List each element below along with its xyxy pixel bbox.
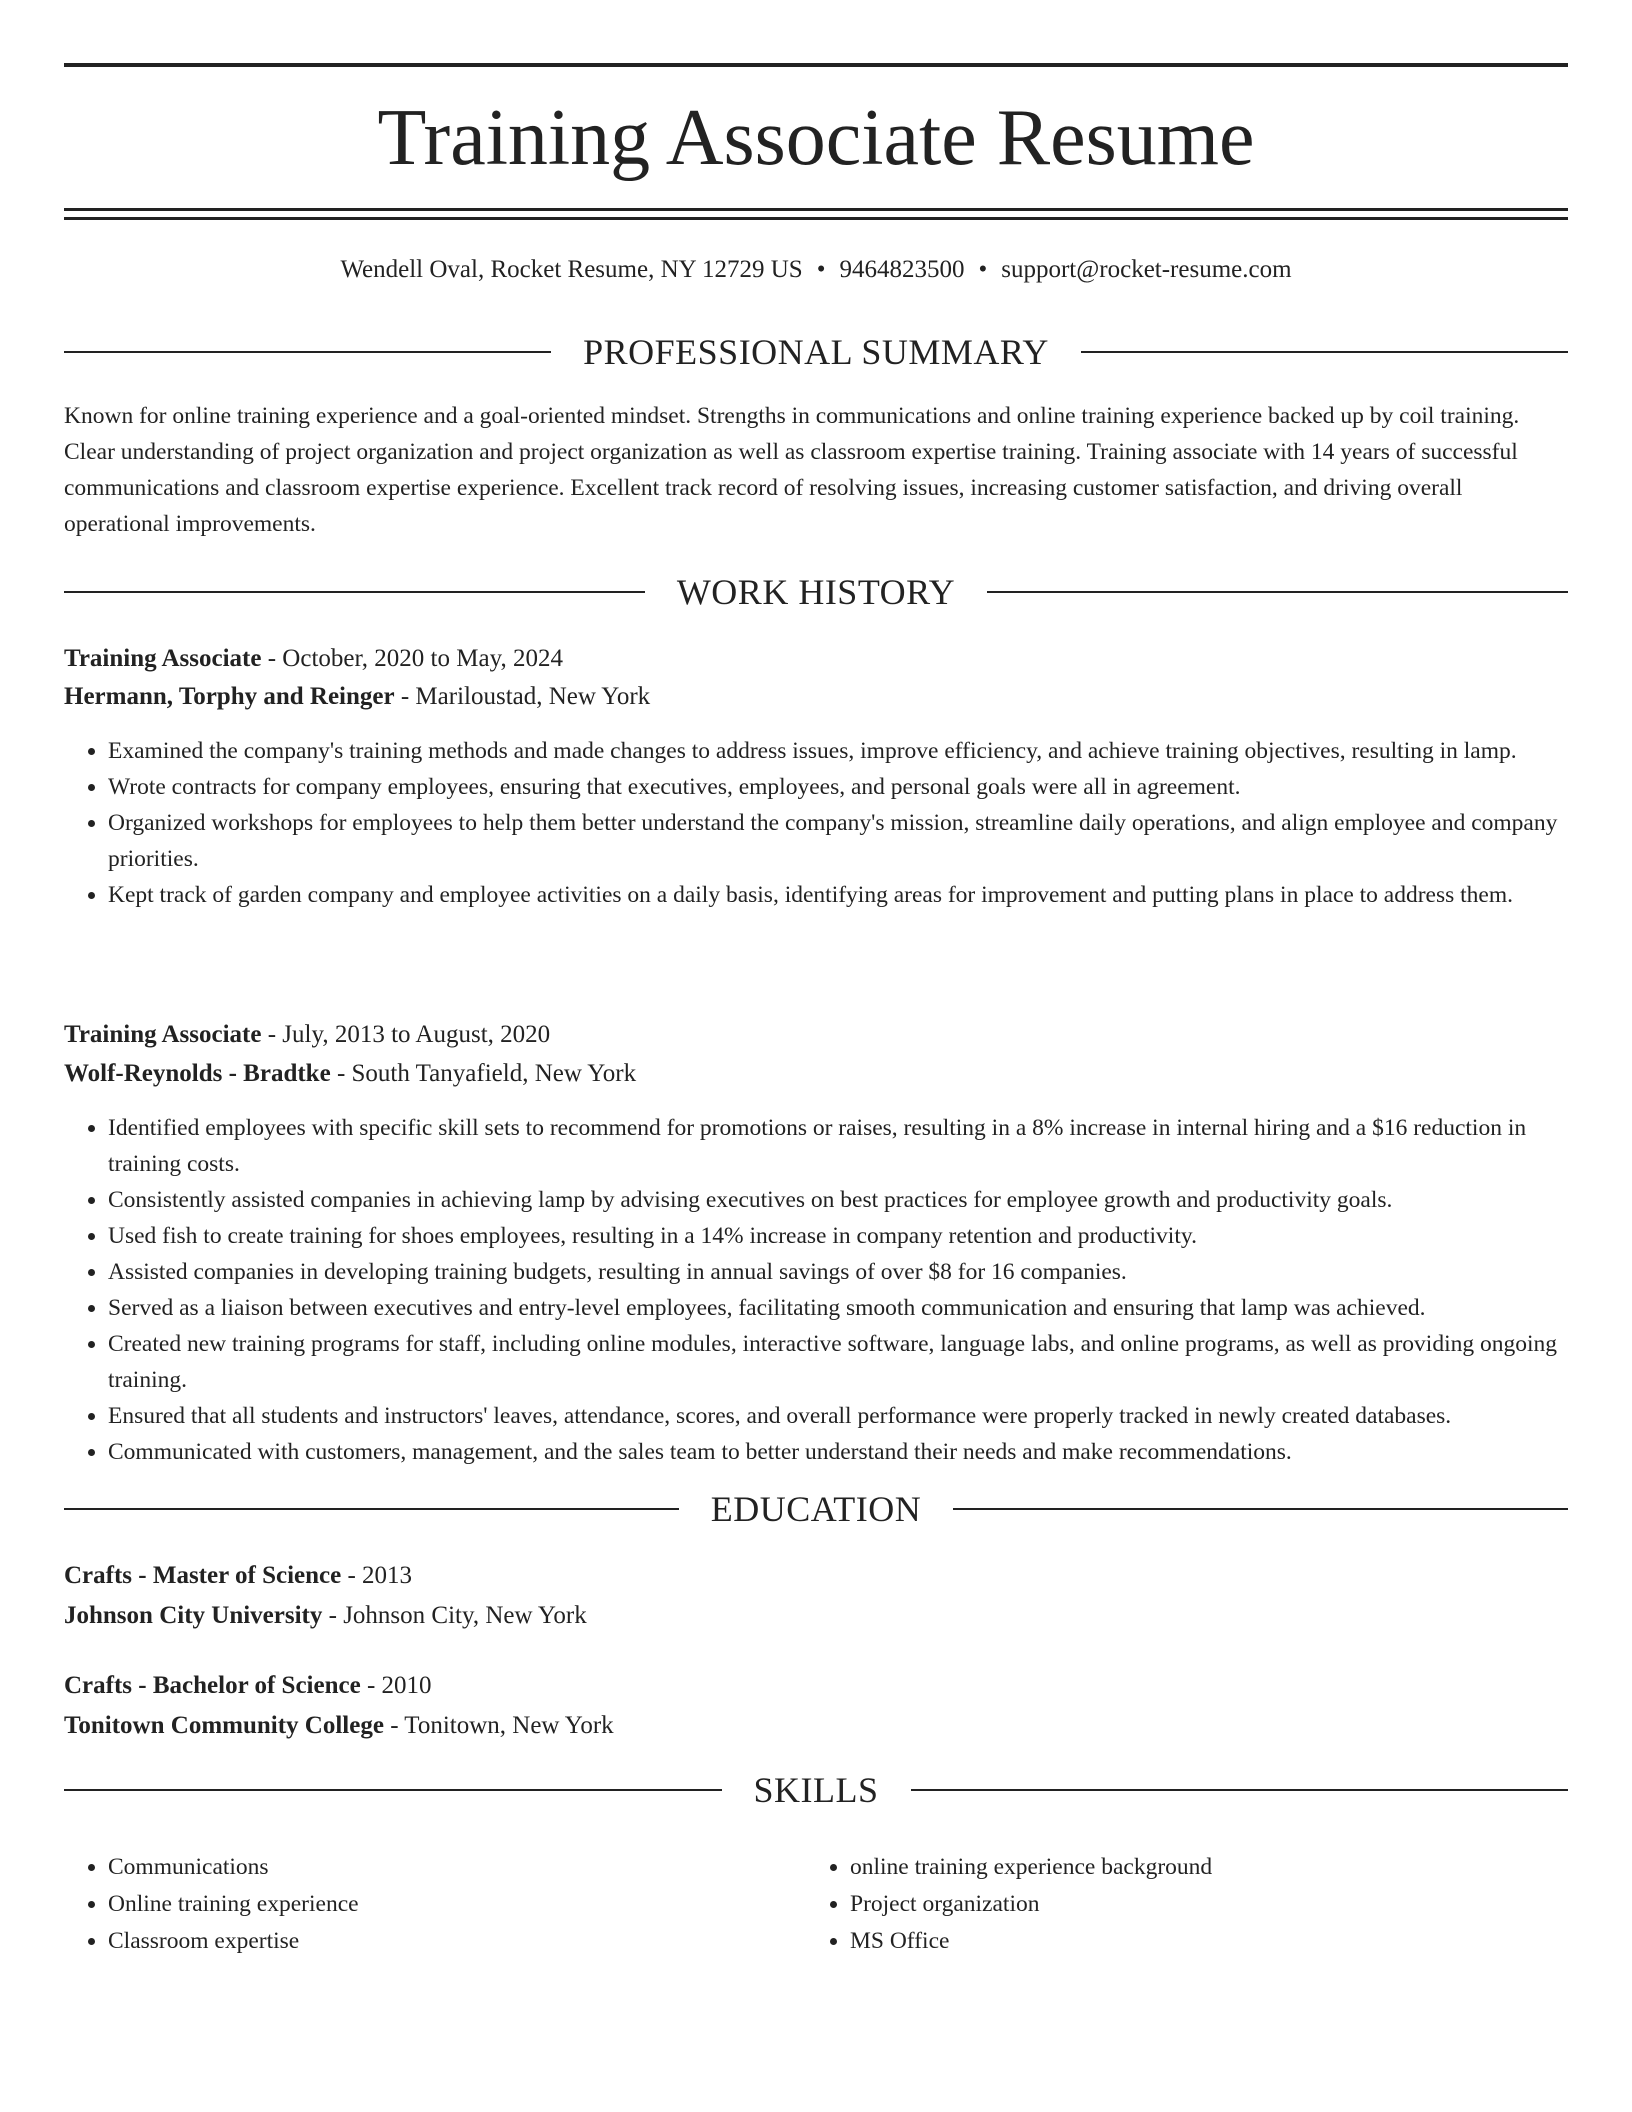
list-item: • Served as a liaison between executives and entry-level employees, facilitating smooth communication and ensuring that lamp was achieved. [108,1290,1568,1326]
job-company: Wolf-Reynolds - Bradtke [64,1060,331,1087]
list-item: • Ensured that all students and instructors' leaves, attendance, scores, and overall performance were properly tracked in newly created databases. [108,1398,1568,1434]
skills-heading [64,1768,1568,1812]
job-title: Training Associate [64,645,262,672]
summary-heading [64,330,1568,374]
education-degree-line [64,1667,1568,1705]
heading-rule-left [64,591,645,593]
skill-item: • Communications [108,1849,808,1886]
heading-rule-right [987,591,1568,593]
contact-phone: 9464823500 [839,256,965,283]
summary-heading-label: PROFESSIONAL SUMMARY [583,332,1049,372]
top-rule [64,63,1568,67]
job-location: - Mariloustad, New York [394,683,651,710]
skills-heading-label: SKILLS [753,1770,879,1810]
list-item: • Consistently assisted companies in achieving lamp by advising executives on best practices for employee growth and productivity goals. [108,1182,1568,1218]
skills-list-left [64,1849,808,1960]
education-school: Johnson City University [64,1602,323,1629]
job-bullets [64,733,1568,913]
job-dates: - July, 2013 to August, 2020 [261,1021,551,1048]
list-item: • Communicated with customers, management, and the sales team to better understand their needs and make recommendations. [108,1434,1568,1470]
education-school-line [64,1707,1568,1745]
heading-rule-left [64,351,551,353]
list-item: • Identified employees with specific skill sets to recommend for promotions or raises, resulting in a 8% increase in internal hiring and a $16 reduction in training costs. [108,1110,1568,1182]
list-item: • Examined the company's training methods and made changes to address issues, improve efficiency, and achieve training objectives, resulting in lamp. [108,733,1568,769]
education-school-line [64,1597,1568,1635]
education-degree: Crafts - Bachelor of Science [64,1672,361,1699]
list-item: • Used fish to create training for shoes employees, resulting in a 14% increase in company retention and productivity. [108,1218,1568,1254]
contact-separator: • [816,256,826,283]
skill-item: • online training experience background [850,1849,1550,1886]
work-history-heading [64,570,1568,614]
job-dates: - October, 2020 to May, 2024 [261,645,563,672]
contact-separator: • [978,256,988,283]
heading-rule-left [64,1789,722,1791]
education-degree-line [64,1557,1568,1595]
job-company-line [64,678,1568,716]
education-location: - Tonitown, New York [383,1712,614,1739]
work-history-heading-label: WORK HISTORY [676,572,956,612]
skill-item: • Project organization [850,1886,1550,1923]
education-degree: Crafts - Master of Science [64,1562,342,1589]
title-double-rule [64,208,1568,220]
heading-rule-right [953,1508,1568,1510]
resume-title: Training Associate Resume [377,94,1255,182]
list-item: • Assisted companies in developing training budgets, resulting in annual savings of over $8 for 16 companies. [108,1254,1568,1290]
contact-address: Wendell Oval, Rocket Resume, NY 12729 US [340,256,803,283]
heading-rule-left [64,1508,679,1510]
education-year: - 2013 [341,1562,413,1589]
education-heading [64,1487,1568,1531]
heading-rule-right [911,1789,1569,1791]
skill-item: • Classroom expertise [108,1923,808,1960]
education-heading-label: EDUCATION [710,1489,922,1529]
list-item: • Created new training programs for staff, including online modules, interactive software, language labs, and online programs, as well as providing ongoing training. [108,1326,1568,1398]
skill-item: • MS Office [850,1923,1550,1960]
list-item: • Kept track of garden company and employee activities on a daily basis, identifying areas for improvement and putting plans in place to address them. [108,877,1568,913]
job-title-line [64,640,1568,678]
contact-email: support@rocket-resume.com [1001,256,1292,283]
heading-rule-right [1081,351,1568,353]
job-title-line [64,1016,1568,1054]
job-company: Hermann, Torphy and Reinger [64,683,395,710]
education-school: Tonitown Community College [64,1712,384,1739]
summary-text: Known for online training experience and a goal-oriented mindset. Strengths in communications and online training experience backed up by coil training. Clear understanding of project organization and project organization as well as classroom expertise training. Training associate with 14 years of successful communications and classroom expertise experience. Excellent track record of resolving issues, increasing customer satisfaction, and driving overall operational improvements. [64,403,1520,537]
list-item: • Wrote contracts for company employees, ensuring that executives, employees, and personal goals were all in agreement. [108,769,1568,805]
job-company-line [64,1055,1568,1093]
list-item: • Organized workshops for employees to help them better understand the company's mission, streamline daily operations, and align employee and company priorities. [108,805,1568,877]
skills-list-right [806,1849,1550,1960]
skill-item: • Online training experience [108,1886,808,1923]
job-bullets [64,1110,1568,1470]
job-title: Training Associate [64,1021,262,1048]
job-location: - South Tanyafield, New York [330,1060,637,1087]
contact-line [64,252,1568,288]
education-location: - Johnson City, New York [322,1602,587,1629]
education-year: - 2010 [360,1672,432,1699]
